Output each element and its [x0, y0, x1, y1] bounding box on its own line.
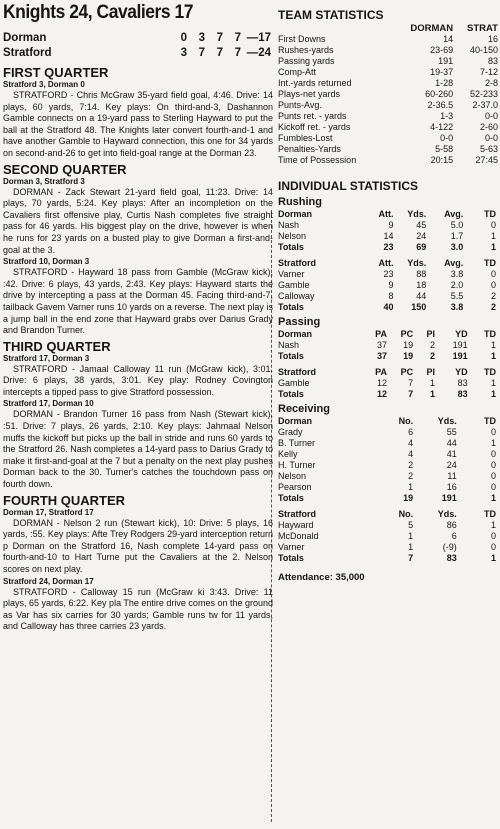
team-stat-row: [278, 34, 498, 45]
stat-value: TD: [484, 509, 496, 519]
stat-value: 6: [408, 427, 414, 437]
stat-value: 55: [446, 427, 457, 437]
team-stat-row: [278, 45, 498, 56]
stat-name: Dorman: [278, 329, 313, 339]
stat-value: Att.: [378, 258, 394, 268]
linescore-quarter-score: 0: [180, 31, 187, 44]
team-stat-row: [278, 155, 498, 166]
scoring-play-text: [3, 267, 273, 337]
linescore-quarter-score: 3: [198, 31, 205, 44]
stat-value: 7: [408, 389, 414, 399]
stat-value: 83: [457, 378, 468, 388]
linescore-quarter-score: 7: [216, 46, 223, 59]
team-stat-dorman: 5-58: [435, 144, 454, 154]
stat-value: 0: [490, 449, 496, 459]
stat-value: 83: [457, 389, 468, 399]
stat-name: Grady: [278, 427, 303, 437]
stat-value: 2: [408, 471, 414, 481]
receiving-row: [278, 471, 496, 482]
team-stat-row: [278, 144, 498, 155]
linescore-row: [3, 30, 271, 45]
stat-value: 0: [490, 427, 496, 437]
receiving-row: [278, 531, 496, 542]
stat-value: PA: [375, 329, 387, 339]
stat-value: 1: [490, 493, 496, 503]
receiving-header: [278, 509, 496, 520]
team-stat-dorman: 4-122: [430, 122, 454, 132]
stat-value: 44: [446, 438, 457, 448]
linescore-table: [3, 30, 271, 60]
passing-title: Passing: [278, 316, 321, 328]
stat-name: Gamble: [278, 280, 310, 290]
stat-value: 0: [490, 531, 496, 541]
stat-value: 3.8: [450, 269, 464, 279]
stat-value: 14: [383, 231, 394, 241]
team-stat-row: [278, 100, 498, 111]
stat-value: 86: [446, 520, 457, 530]
stat-value: 2: [490, 302, 496, 312]
scoring-score-line: Stratford 10, Dorman 3: [3, 257, 90, 267]
stat-value: Yds.: [407, 258, 427, 268]
rushing-row: [278, 280, 496, 291]
scoring-score-line: Dorman 3, Stratford 3: [3, 176, 85, 186]
rushing-table: [278, 209, 496, 253]
stat-value: 40: [383, 302, 394, 312]
stat-value: 11: [447, 471, 457, 481]
stat-value: 41: [446, 449, 457, 459]
team-stats-table: [278, 23, 498, 166]
stat-value: 5.5: [450, 291, 464, 301]
team-stat-stratford: 83: [487, 56, 498, 66]
quarter-heading: THIRD QUARTER: [3, 338, 111, 354]
individual-stats: [278, 196, 498, 564]
stat-value: 0: [490, 471, 496, 481]
stat-value: 1: [429, 389, 435, 399]
stat-value: 7: [408, 378, 414, 388]
team-stat-row: [278, 122, 498, 133]
passing-table: [278, 329, 496, 362]
team-stat-dorman: 19-37: [430, 67, 454, 77]
stat-value: 23: [383, 242, 394, 252]
stat-name: Dorman: [278, 209, 313, 219]
scoring-play-text: [3, 364, 273, 399]
team-stat-label: Passing yards: [278, 56, 335, 66]
team-stats-col-stratford: STRAT: [467, 23, 498, 34]
stat-value: 5.0: [450, 220, 464, 230]
team-stat-stratford: 0-0: [484, 111, 498, 121]
stat-name: Varner: [278, 269, 305, 279]
stat-value: 45: [416, 220, 427, 230]
linescore-team: Stratford: [3, 46, 52, 59]
scoring-play-lead: STRATFORD - Chris McGraw 35-yard field goal, 4:46. Drive: 14 plays, 60 yards, 7:14. Key plays: On third-and-3, Dashannon Gamble connects on a 19-yard pass to Sterling Hayward to put the ball at the Stratford 48. The Knights later convert fourth-and-1 and have another Gamble to Hayward connection, this one for 34 yards on second-and-26 to get into field-goal range at the Dorman 23.: [3, 90, 273, 158]
stat-value: 191: [452, 340, 468, 350]
stat-value: 0: [490, 280, 496, 290]
team-stat-row: [278, 111, 498, 122]
linescore-row: [3, 45, 271, 60]
stat-name: Nash: [278, 220, 300, 230]
receiving-totals: [278, 493, 496, 504]
stat-value: YD: [455, 367, 468, 377]
linescore-quarter-score: 7: [234, 46, 241, 59]
linescore-quarter-score: 7: [198, 46, 205, 59]
team-stat-stratford: 0-0: [484, 133, 498, 143]
stat-value: 2.0: [450, 280, 464, 290]
stat-value: 8: [388, 291, 394, 301]
linescore-total: —24: [246, 46, 271, 59]
stat-value: 4: [408, 438, 414, 448]
scoring-play-text: [3, 187, 273, 257]
team-stat-stratford: 2-60: [479, 122, 498, 132]
stat-name: Varner: [278, 542, 305, 552]
team-stat-label: Plays-net yards: [278, 89, 341, 99]
receiving-row: [278, 460, 496, 471]
linescore-team: Dorman: [3, 31, 47, 44]
stat-value: YD: [455, 329, 468, 339]
quarter-heading: FOURTH QUARTER: [3, 492, 126, 508]
headline: Knights 24, Cavaliers 17: [3, 2, 194, 23]
rushing-row: [278, 291, 496, 302]
rushing-header: [278, 258, 496, 269]
scoring-play-lead: DORMAN - Nelson 2 run (Stewart kick), 10: Drive: 5 plays, 16 yards, :55. Key plays: Afte Trey Rodgers 29-yard interception return p Dorman on the Stratford 16, Nash complete 14-yard pass on fourth-and-10 to Hart Turne put the Cavaliers at the 2. Nelson scores on next play.: [3, 517, 273, 574]
rushing-header: [278, 209, 496, 220]
team-stat-label: Punts ret. - yards: [278, 111, 347, 121]
stat-value: 1: [490, 340, 496, 350]
stat-value: 2: [429, 340, 435, 350]
rushing-row: [278, 269, 496, 280]
stat-value: 1: [490, 378, 496, 388]
receiving-table: [278, 509, 496, 564]
stat-name: Nash: [278, 340, 300, 350]
stat-value: PI: [426, 367, 435, 377]
passing-totals: [278, 351, 496, 362]
team-stat-stratford: 2-37.0: [472, 100, 498, 110]
stat-value: 24: [416, 231, 427, 241]
team-stat-dorman: 60-260: [425, 89, 454, 99]
stat-value: 0: [490, 220, 496, 230]
receiving-row: [278, 438, 496, 449]
game-summary-column: [3, 2, 273, 634]
stat-value: No.: [398, 416, 414, 426]
passing-header: [278, 367, 496, 378]
stat-value: 19: [403, 351, 414, 361]
scoring-score-line: Stratford 17, Dorman 3: [3, 353, 90, 363]
team-stat-dorman: 1-28: [435, 78, 454, 88]
stat-name: Stratford: [278, 367, 316, 377]
stat-value: 37: [376, 340, 387, 350]
stat-value: 2: [429, 351, 435, 361]
stat-value: 1: [408, 542, 414, 552]
stat-value: 5: [408, 520, 414, 530]
team-stat-label: Rushes-yards: [278, 45, 334, 55]
stat-value: 16: [446, 482, 457, 492]
team-stats-title: TEAM STATISTICS: [278, 8, 384, 22]
quarter-heading: SECOND QUARTER: [3, 161, 127, 177]
stat-value: 191: [441, 493, 457, 503]
stat-value: TD: [484, 329, 496, 339]
stat-value: 24: [446, 460, 457, 470]
team-stat-dorman: 1-3: [440, 111, 454, 121]
team-stat-label: Kickoff ret. - yards: [278, 122, 351, 132]
stat-name: McDonald: [278, 531, 319, 541]
stat-value: 9: [388, 220, 394, 230]
stat-value: TD: [484, 209, 496, 219]
team-stat-label: Int.-yards returned: [278, 78, 352, 88]
team-stat-dorman: 14: [443, 34, 454, 44]
rushing-title: Rushing: [278, 196, 322, 208]
stat-name: H. Turner: [278, 460, 316, 470]
team-stat-stratford: 2-8: [484, 78, 498, 88]
stat-value: 0: [490, 269, 496, 279]
team-stat-stratford: 27:45: [475, 155, 498, 165]
stat-value: 23: [383, 269, 394, 279]
stat-name: Stratford: [278, 509, 316, 519]
stat-value: 191: [452, 351, 468, 361]
stat-value: 1: [429, 378, 435, 388]
scoring-score-line: Stratford 3, Dorman 0: [3, 80, 85, 89]
stat-name: Totals: [278, 242, 304, 252]
stat-value: (-9): [442, 542, 457, 552]
stat-value: 83: [446, 553, 457, 563]
stat-value: 1: [490, 553, 496, 563]
stat-value: Yds.: [437, 416, 457, 426]
rushing-totals: [278, 242, 496, 253]
receiving-totals: [278, 553, 496, 564]
stat-value: 69: [416, 242, 427, 252]
stat-value: 12: [376, 389, 387, 399]
stat-value: PI: [426, 329, 435, 339]
stat-value: 2: [408, 460, 414, 470]
stat-value: 1: [490, 351, 496, 361]
scoring-play-lead: DORMAN - Zack Stewart 21-yard field goal, 11:23. Drive: 14 plays, 70 yards, 5:24. Key plays: After an incompletion on the Cavaliers first offensive play, Curtis Nash completes five straight pass for 46 yards. His biggest play on the drive, however is when he runs for 23 yards on a busted play to give Dorman a first-and-goal at the 3.: [3, 186, 273, 255]
receiving-row: [278, 482, 496, 493]
stat-name: Nelson: [278, 471, 307, 481]
stat-name: Hayward: [278, 520, 314, 530]
quarter-heading: FIRST QUARTER: [3, 65, 109, 80]
team-stat-label: Fumbles-Lost: [278, 133, 333, 143]
team-stat-stratford: 5-63: [479, 144, 498, 154]
team-stat-dorman: 23-69: [430, 45, 454, 55]
stat-value: Att.: [378, 209, 394, 219]
receiving-row: [278, 520, 496, 531]
stat-name: Totals: [278, 553, 304, 563]
passing-header: [278, 329, 496, 340]
stat-value: 4: [408, 449, 414, 459]
stat-value: 2: [490, 291, 496, 301]
linescore-quarter-score: 3: [180, 46, 187, 59]
stat-value: 18: [416, 280, 427, 290]
stat-value: 44: [416, 291, 427, 301]
stat-value: 1: [490, 520, 496, 530]
scoring-play-text: [3, 587, 273, 633]
team-stats-col-dorman: DORMAN: [410, 23, 454, 34]
scoring-score-line: Dorman 17, Stratford 17: [3, 507, 94, 517]
stat-value: 0: [490, 482, 496, 492]
scoring-play-lead: STRATFORD - Calloway 15 run (McGraw ki 3:43. Drive: 11 plays, 65 yards, 6:22. Key pla The entire drive comes on the ground as Var has six carries for 30 yards; Gamble runs tw for 11 yards, and Calloway has three carries 23 yards.: [3, 586, 273, 632]
stat-name: Totals: [278, 493, 304, 503]
stat-value: 6: [451, 531, 457, 541]
stat-value: TD: [484, 367, 496, 377]
scoring-play-text: [3, 518, 273, 576]
stat-value: 1: [490, 231, 496, 241]
receiving-row: [278, 449, 496, 460]
individual-stats-title: INDIVIDUAL STATISTICS: [278, 179, 419, 193]
scoring-score-line: Stratford 24, Dorman 17: [3, 576, 94, 586]
team-stat-row: [278, 89, 498, 100]
rushing-totals: [278, 302, 496, 313]
receiving-table: [278, 416, 496, 504]
stat-value: PA: [375, 367, 387, 377]
team-stat-stratford: 16: [487, 34, 498, 44]
team-stat-label: First Downs: [278, 34, 326, 44]
scoring-play-lead: STRATFORD - Hayward 18 pass from Gamble (McGraw kick), :42. Drive: 6 plays, 43 yards, 2:43. Key plays: Hayward starts the drive by intercepting a pass at the Dorman 45. Facing third-and-7, tailback Gavem Varner runs 10 yards on a reverse. The next play is a jump ball in the end zone that Hayward grabs over Darius Grady and Brandon Turner.: [3, 267, 273, 336]
team-stat-label: Penalties-Yards: [278, 144, 341, 154]
receiving-title: Receiving: [278, 403, 330, 415]
stat-value: 0: [490, 460, 496, 470]
scoring-play-lead: DORMAN - Brandon Turner 16 pass from Nash (Stewart kick), :51. Drive: 7 plays, 26 yards, 2:10. Key plays: Jahmaal Nelson muffs the kickoff but picks up the ball in stride and runs 60 yards to the Stratford 26. Nash completes a 14-yard pass to Darius Grady to make it first-and-goal at the 7 but a penalty on the next play pushes Dorman back to the 30. Turner's catches the touchdown pass on fourth down.: [3, 409, 273, 490]
team-stat-stratford: 7-12: [479, 67, 498, 77]
stat-value: Yds.: [407, 209, 427, 219]
passing-totals: [278, 389, 496, 400]
stat-value: Yds.: [437, 509, 457, 519]
team-stat-dorman: 2-36.5: [427, 100, 454, 110]
passing-row: [278, 340, 496, 351]
rushing-row: [278, 231, 496, 242]
stat-value: 1: [490, 438, 496, 448]
stat-name: Calloway: [278, 291, 315, 301]
stat-name: Dorman: [278, 416, 313, 426]
stat-value: 9: [388, 280, 394, 290]
stat-value: 1: [490, 242, 496, 252]
stat-value: 0: [490, 542, 496, 552]
linescore-quarter-score: 7: [234, 31, 241, 44]
team-stat-row: [278, 133, 498, 144]
receiving-row: [278, 542, 496, 553]
stat-value: 1.7: [450, 231, 464, 241]
stat-name: Nelson: [278, 231, 307, 241]
stat-value: 1: [408, 482, 414, 492]
stat-name: Stratford: [278, 258, 316, 268]
team-stat-row: [278, 56, 498, 67]
stat-value: 37: [376, 351, 387, 361]
statistics-column: [278, 8, 498, 583]
stat-value: 19: [403, 493, 414, 503]
team-stat-dorman: 20:15: [430, 155, 454, 165]
stat-name: Kelly: [278, 449, 298, 459]
rushing-row: [278, 220, 496, 231]
scoring-play-lead: STRATFORD - Jamaal Calloway 11 run (McGraw kick), 3:01. Drive: 6 plays, 38 yards, 3:01. Key play: Rodney Covington intercepts a tipped pass to give Stratford possession.: [3, 363, 273, 397]
stat-value: 3.0: [450, 242, 464, 252]
stat-name: Pearson: [278, 482, 312, 492]
attendance: Attendance: 35,000: [278, 572, 365, 583]
stat-value: TD: [484, 416, 496, 426]
rushing-table: [278, 258, 496, 313]
scoring-summary: [3, 65, 273, 633]
stat-value: TD: [484, 258, 496, 268]
scoring-play-text: [3, 90, 273, 160]
team-stat-label: Punts-Avg.: [278, 100, 322, 110]
team-stat-row: [278, 78, 498, 89]
stat-value: PC: [400, 329, 414, 339]
stat-value: PC: [400, 367, 414, 377]
stat-value: Avg.: [444, 209, 464, 219]
stat-name: Totals: [278, 302, 304, 312]
scoring-score-line: Stratford 17, Dorman 10: [3, 399, 94, 409]
team-stat-dorman: 0-0: [440, 133, 454, 143]
stat-value: 7: [408, 553, 414, 563]
passing-table: [278, 367, 496, 400]
stat-name: Gamble: [278, 378, 310, 388]
team-stat-label: Time of Possession: [278, 155, 357, 165]
stat-name: Totals: [278, 389, 304, 399]
team-stat-dorman: 191: [438, 56, 454, 66]
stat-value: Avg.: [444, 258, 464, 268]
stat-value: 150: [411, 302, 427, 312]
passing-row: [278, 378, 496, 389]
team-stat-label: Comp-Att: [278, 67, 317, 77]
linescore-total: —17: [246, 31, 271, 44]
stat-name: B. Turner: [278, 438, 316, 448]
team-stat-stratford: 40-150: [469, 45, 498, 55]
stat-value: No.: [398, 509, 414, 519]
scoring-play-text: [3, 409, 273, 490]
linescore-quarter-score: 7: [216, 31, 223, 44]
stat-name: Totals: [278, 351, 304, 361]
stat-value: 19: [403, 340, 414, 350]
receiving-header: [278, 416, 496, 427]
stat-value: 88: [416, 269, 427, 279]
stat-value: 12: [376, 378, 387, 388]
team-stat-stratford: 52-233: [469, 89, 498, 99]
receiving-row: [278, 427, 496, 438]
stat-value: 3.8: [450, 302, 464, 312]
team-stat-row: [278, 67, 498, 78]
stat-value: 1: [490, 389, 496, 399]
stat-value: 1: [408, 531, 414, 541]
